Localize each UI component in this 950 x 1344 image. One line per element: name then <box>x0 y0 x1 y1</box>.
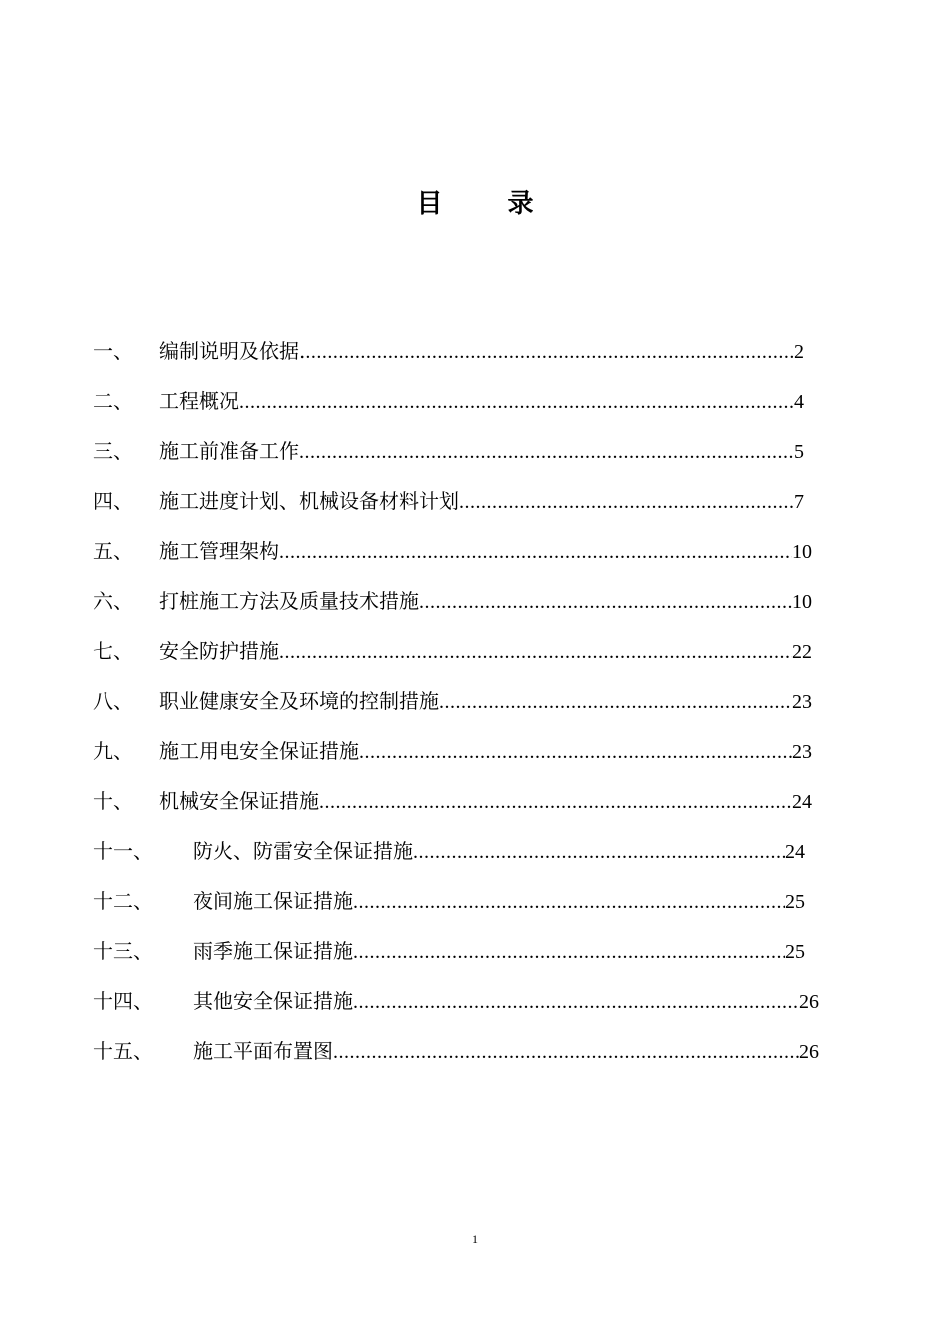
toc-dot-leader <box>319 784 792 820</box>
toc-entry[interactable] <box>93 1033 833 1083</box>
toc-entry-number: 十三、 <box>93 939 153 963</box>
toc-entry-label: 夜间施工保证措施 <box>193 889 353 913</box>
toc-entry[interactable] <box>93 383 833 433</box>
toc-entry[interactable] <box>93 333 833 383</box>
toc-entry-number: 五、 <box>93 539 133 563</box>
toc-entry-page: 23 <box>792 691 812 713</box>
toc-entry-number: 九、 <box>93 739 133 763</box>
toc-entry-body <box>159 333 804 370</box>
toc-dot-leader <box>239 384 794 420</box>
toc-entry-body <box>193 833 805 870</box>
toc-entry-number: 四、 <box>93 489 133 513</box>
toc-entry-label: 施工前准备工作 <box>159 439 299 463</box>
toc-dot-leader <box>305 334 794 370</box>
toc-entry-page: 26 <box>799 1041 819 1063</box>
toc-dot-leader <box>333 1034 799 1070</box>
toc-entry-number: 十五、 <box>93 1039 153 1063</box>
toc-entry-body <box>159 483 804 520</box>
toc-entry-number: 七、 <box>93 639 133 663</box>
toc-entry-page: 22 <box>792 641 812 663</box>
toc-dot-leader <box>279 634 792 670</box>
toc-dot-leader <box>419 584 792 620</box>
toc-entry-body <box>159 383 804 420</box>
toc-entry-number: 八、 <box>93 689 133 713</box>
toc-entry-page: 7 <box>794 491 804 513</box>
toc-entry-page: 25 <box>785 941 805 963</box>
toc-dot-leader <box>413 834 785 870</box>
toc-entry-number: 十二、 <box>93 889 153 913</box>
toc-entry-page: 24 <box>785 841 805 863</box>
toc-entry-label: 施工用电安全保证措施 <box>159 739 359 763</box>
toc-entry-body <box>193 1033 819 1070</box>
toc-entry-page: 26 <box>799 991 819 1013</box>
toc-entry-label: 工程概况 <box>159 389 239 413</box>
toc-entry[interactable] <box>93 933 833 983</box>
toc-entry-body <box>193 883 805 920</box>
toc-entry[interactable] <box>93 583 833 633</box>
toc-entry[interactable] <box>93 483 833 533</box>
toc-entry-number: 十四、 <box>93 989 153 1013</box>
toc-entry-page: 10 <box>792 591 812 613</box>
toc-entry-page: 24 <box>792 791 812 813</box>
toc-entry[interactable] <box>93 733 833 783</box>
toc-entry[interactable] <box>93 433 833 483</box>
toc-entry-page: 4 <box>794 391 804 413</box>
toc-entry-number: 六、 <box>93 589 133 613</box>
toc-entry-page: 23 <box>792 741 812 763</box>
toc-entry-body <box>159 783 812 820</box>
toc-entry-label: 打桩施工方法及质量技术措施 <box>159 589 419 613</box>
toc-entry-body <box>159 433 804 470</box>
toc-entry-number: 二、 <box>93 389 133 413</box>
toc-entry-label: 其他安全保证措施 <box>193 989 353 1013</box>
toc-entry-label: 施工管理架构 <box>159 539 279 563</box>
toc-entry[interactable] <box>93 833 833 883</box>
toc-entry-page: 25 <box>785 891 805 913</box>
toc-entry[interactable] <box>93 783 833 833</box>
toc-entry-body <box>159 733 812 770</box>
toc-entry[interactable] <box>93 883 833 933</box>
toc-entry-number: 三、 <box>93 439 133 463</box>
toc-entry-number: 一、 <box>93 339 133 363</box>
toc-entry-label: 雨季施工保证措施 <box>193 939 353 963</box>
toc-entry-label: 防火、防雷安全保证措施 <box>193 839 413 863</box>
toc-entry-label: 安全防护措施 <box>159 639 279 663</box>
toc-entry-body <box>159 683 812 720</box>
toc-dot-leader <box>279 534 792 570</box>
toc-entry-label: 机械安全保证措施 <box>159 789 319 813</box>
toc-dot-leader <box>439 684 792 720</box>
toc-entry-label: 职业健康安全及环境的控制措施 <box>159 689 439 713</box>
toc-dot-leader <box>353 934 785 970</box>
page-number: 1 <box>472 1232 478 1246</box>
toc-entry-label: 编制说明及依据. <box>159 339 306 363</box>
toc-dot-leader <box>299 434 794 470</box>
toc-entry-page: 5 <box>794 441 804 463</box>
toc-dot-leader <box>353 984 799 1020</box>
toc-dot-leader <box>459 484 794 520</box>
toc-entry[interactable] <box>93 983 833 1033</box>
toc-entry[interactable] <box>93 533 833 583</box>
toc-entry-body <box>159 633 812 670</box>
toc-entry[interactable] <box>93 633 833 683</box>
toc-entry-body <box>159 583 812 620</box>
toc-entry-body <box>193 933 805 970</box>
toc-entry-number: 十、 <box>93 789 133 813</box>
toc-entry-number: 十一、 <box>93 839 153 863</box>
toc-entry-page: 10 <box>792 541 812 563</box>
toc-entry[interactable] <box>93 683 833 733</box>
toc-entry-label: 施工平面布置图 <box>193 1039 333 1063</box>
toc-entry-body <box>159 533 812 570</box>
toc-title: 目 录 <box>416 189 562 219</box>
toc-dot-leader <box>359 734 792 770</box>
toc-dot-leader <box>353 884 785 920</box>
toc-entry-body <box>193 983 819 1020</box>
toc-list <box>93 333 833 1083</box>
toc-entry-label: 施工进度计划、机械设备材料计划 <box>159 489 459 513</box>
toc-entry-page: 2 <box>794 341 804 363</box>
